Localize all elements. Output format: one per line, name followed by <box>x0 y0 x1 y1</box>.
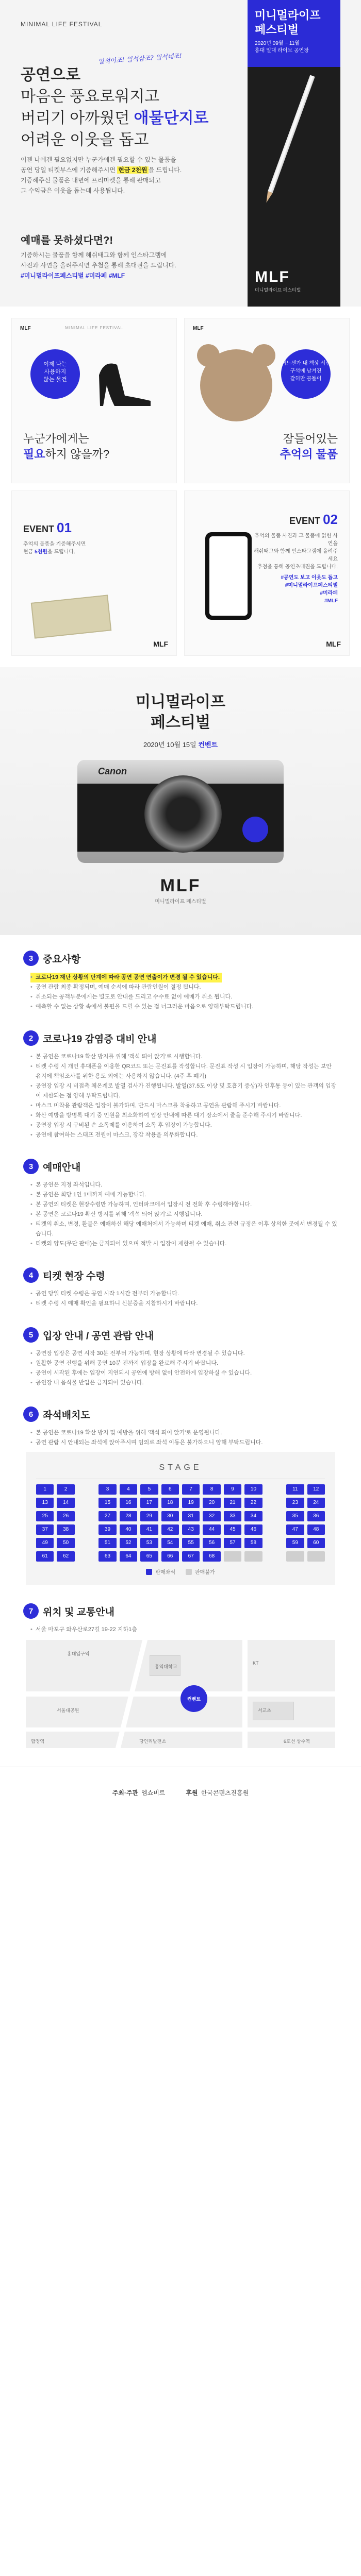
poster-image <box>248 0 340 307</box>
section-number: 3 <box>23 1159 39 1174</box>
list-item: • 공연 당일 티켓 수령은 공연 시작 1시간 전부터 가능합니다. <box>30 1289 338 1299</box>
circle-text-line: 구석에 남겨진 <box>290 368 322 374</box>
map-label: 6호선 상수역 <box>284 1739 310 1744</box>
event-number: 02 <box>323 512 338 527</box>
seat: 22 <box>244 1498 262 1508</box>
section-location <box>23 1603 338 1748</box>
map-label: 합정역 <box>31 1739 45 1744</box>
seat-aisle <box>78 1538 95 1548</box>
phone-illustration <box>205 532 252 620</box>
event-hashtag: #미라페 <box>320 590 338 596</box>
legend-label: 판매불가 <box>195 1570 215 1575</box>
list-item: • 본 공연은 회당 1인 1매까지 예매 가능합니다. <box>30 1190 338 1200</box>
event-hashtag: #공연도 보고 이웃도 돕고 <box>281 575 338 581</box>
list-item: • 공연 관람 시 안내되는 좌석에 앉아주시며 임의로 좌석 이동은 불가하오니 양해 부탁드립니다. <box>30 1438 338 1448</box>
section-list <box>23 1349 338 1388</box>
seat: 17 <box>140 1498 158 1508</box>
mlf-logo-sub: 미니멀라이프 페스티벌 <box>155 899 206 905</box>
seat: 50 <box>57 1538 74 1548</box>
footer <box>0 1767 361 1818</box>
seat: 67 <box>182 1551 200 1562</box>
sub-heading: 예매를 못하셨다면?! <box>21 235 113 246</box>
event-text-line: 을 드립니다. <box>47 549 75 555</box>
list-item: • 예측할 수 없는 상황 속에서 불편을 드릴 수 있는 점 너그러운 마음으로 양해부탁드립니다. <box>30 1002 338 1012</box>
circle-text-line: 어느샌가 내 책상 서랍 <box>281 361 331 366</box>
camera-lens <box>144 775 222 853</box>
map-road <box>242 1640 248 1748</box>
list-item: • 화산 예방을 방명록 대기 중 인원을 최소화하여 입장 안내에 따른 대기 장소에서 줄을 준수해 주시기 바랍니다. <box>30 1111 338 1121</box>
headline-line2: 마음은 풍요로워지고 <box>21 88 160 105</box>
question-emphasis: 추억의 물품 <box>280 448 338 461</box>
section-list <box>23 1180 338 1249</box>
hero-body <box>21 155 186 196</box>
high-heel-illustration <box>94 354 156 411</box>
poster-title-line2: 페스티벌 <box>255 23 299 36</box>
seat-aisle <box>266 1498 283 1508</box>
seat-grid <box>36 1484 325 1562</box>
seat-unavailable <box>224 1551 241 1562</box>
list-item: • 취소되는 공객부분에게는 별도로 안내를 드리고 수수료 없이 예매가 취소 됩니다. <box>30 992 338 1002</box>
seat: 44 <box>203 1524 220 1535</box>
card-grid <box>0 307 361 667</box>
event-hashtag: #미니멀라이프페스티벌 <box>285 583 338 588</box>
headline-line3b: 애물단지로 <box>134 110 209 127</box>
section-number: 2 <box>23 1030 39 1046</box>
camera-illustration <box>77 760 284 863</box>
banknote-illustration <box>31 595 111 638</box>
seat: 54 <box>161 1538 179 1548</box>
seat-aisle <box>266 1524 283 1535</box>
seat: 38 <box>57 1524 74 1535</box>
seat: 40 <box>120 1524 137 1535</box>
map-label: KT <box>253 1660 259 1666</box>
body-line: 이젠 나에겐 필요없지만 누군가에겐 필요할 수 있는 물품을 <box>21 156 176 163</box>
event-text-line: 해쉬태그와 함께 인스타그램에 올려주세요 <box>254 549 338 562</box>
list-item: • 본 공연은 코로나19 확산 방지 및 예방을 위해 '객석 띄어 앉기'로 운영됩니다. <box>30 1428 338 1438</box>
card-event-1 <box>11 490 177 656</box>
event-heading <box>23 520 72 536</box>
seat: 29 <box>140 1511 158 1521</box>
camera-section <box>0 667 361 935</box>
poster-date: 2020년 09월 ~ 11월 <box>255 41 300 46</box>
event-heading <box>289 512 338 528</box>
event-text-line: 추억의 물품 사진과 그 물품에 얽힌 사연을 <box>254 533 338 547</box>
event-number: 01 <box>57 520 72 535</box>
seat: 7 <box>182 1484 200 1495</box>
legend-available <box>146 1568 175 1575</box>
seat: 46 <box>244 1524 262 1535</box>
seat: 27 <box>99 1511 116 1521</box>
list-item: • 서울 마포구 와우산로27길 19-22 지하1층 <box>30 1625 338 1635</box>
pencil-illustration <box>268 75 315 193</box>
card-question <box>280 431 338 462</box>
circle-text-line: 않는 물건 <box>43 377 67 383</box>
highlight-text: 현금 2천원 <box>118 166 147 174</box>
legend-swatch <box>146 1569 152 1575</box>
seat: 59 <box>286 1538 304 1548</box>
seat: 13 <box>36 1498 54 1508</box>
hero-section <box>0 0 361 307</box>
circle-text-line: 이제 나는 <box>43 361 67 367</box>
section-entry <box>23 1327 338 1388</box>
seat: 3 <box>99 1484 116 1495</box>
seat: 60 <box>307 1538 325 1548</box>
map-label: 서교초 <box>258 1708 272 1713</box>
seat: 23 <box>286 1498 304 1508</box>
seat-map <box>26 1452 335 1585</box>
seat: 66 <box>161 1551 179 1562</box>
event-text <box>250 532 338 605</box>
section-number: 7 <box>23 1603 39 1619</box>
seat: 43 <box>182 1524 200 1535</box>
seat: 47 <box>286 1524 304 1535</box>
seat: 30 <box>161 1511 179 1521</box>
corner-logo: MLF <box>326 640 341 648</box>
body-line: 공연 당일 티켓부스에 기증해주시면 <box>21 166 118 174</box>
poster-title-block <box>248 0 340 67</box>
seat-aisle <box>266 1551 283 1562</box>
hashtags: #미니멀라이프페스티벌 #미라페 #MLF <box>21 272 125 279</box>
body-line: 그 수익금은 이웃을 돕는데 사용됩니다. <box>21 187 125 194</box>
seat: 4 <box>120 1484 137 1495</box>
section-title: 중요사항 <box>43 954 81 965</box>
seat-aisle <box>266 1484 283 1495</box>
map-road <box>26 1727 335 1732</box>
seat: 1 <box>36 1484 54 1495</box>
question-line: 누군가에게는 <box>23 432 89 445</box>
seat: 62 <box>57 1551 74 1562</box>
list-item: • 공연이 시작된 후에는 입장이 지연되시 공연에 방해 없이 안전하게 입장하실 수 있습니다. <box>30 1368 338 1378</box>
headline-line1: 공연으로 <box>21 66 80 83</box>
list-item: • 공연 관람 최종 확정되며, 예매 순서에 따라 관람인원이 결정 됩니다. <box>30 982 338 992</box>
seat: 12 <box>307 1484 325 1495</box>
seat: 21 <box>224 1498 241 1508</box>
map-label: 홍대입구역 <box>67 1651 90 1656</box>
poster-logo-sub: 미니멀라이프 페스티벌 <box>255 287 301 293</box>
camera-title-line: 페스티벌 <box>151 714 210 731</box>
card-needed <box>11 318 177 483</box>
seat: 55 <box>182 1538 200 1548</box>
corner-logo: MLF <box>153 640 168 648</box>
event-emphasis: 5천원 <box>35 549 47 555</box>
seat: 19 <box>182 1498 200 1508</box>
seat: 51 <box>99 1538 116 1548</box>
event-date <box>0 739 361 749</box>
seat-unavailable <box>286 1551 304 1562</box>
hero-headline <box>21 64 208 151</box>
seat: 61 <box>36 1551 54 1562</box>
mini-logo: MLF <box>193 326 204 331</box>
circle-text <box>281 360 331 383</box>
section-title: 입장 안내 / 공연 관람 안내 <box>43 1330 154 1342</box>
seat: 65 <box>140 1551 158 1562</box>
seat: 42 <box>161 1524 179 1535</box>
sub-body-line: 기증하시는 물품을 함께 해쉬태그와 함께 인스타그램에 <box>21 251 167 259</box>
legend-unavailable <box>186 1568 215 1575</box>
date-text: 2020년 10월 15일 <box>143 741 199 749</box>
section-seating <box>23 1406 338 1585</box>
section-title: 코로나19 감염증 대비 안내 <box>43 1033 157 1045</box>
section-booking <box>23 1159 338 1249</box>
seat: 34 <box>244 1511 262 1521</box>
map-label: 서울대공원 <box>57 1708 79 1713</box>
section-number: 6 <box>23 1406 39 1422</box>
seat: 9 <box>224 1484 241 1495</box>
seat: 53 <box>140 1538 158 1548</box>
seat-aisle <box>78 1524 95 1535</box>
seat: 63 <box>99 1551 116 1562</box>
seat: 28 <box>120 1511 137 1521</box>
section-number: 5 <box>23 1327 39 1343</box>
list-item: • 티켓 수령 시 예매 확인을 필요하니 신분증을 지참하시기 바랍니다. <box>30 1299 338 1309</box>
seat: 49 <box>36 1538 54 1548</box>
seat: 37 <box>36 1524 54 1535</box>
list-item: • 공연장 입장 시 비접촉 체온계로 발열 검사가 진행됩니다. 발열(37.5도 이상 및 호흡기 증상)자 인후통 등이 있는 관객의 입장이 제한되는 점 양해 부탁드립니다. <box>30 1081 338 1101</box>
camera-title <box>0 692 361 733</box>
list-item: • 마스크 미착용 관람객은 입장이 불가하며, 반드시 마스크를 착용하고 공연을 관람해 주시기 바랍니다. <box>30 1101 338 1111</box>
event-text-line: 현금 <box>23 549 35 555</box>
section-covid <box>23 1030 338 1140</box>
map-label: 홍익대학교 <box>155 1664 177 1669</box>
list-item: • 코로나19 재난 상황의 단계에 따라 공연 공연 연출이가 변경 될 수 있습니다. <box>30 973 222 982</box>
seat: 10 <box>244 1484 262 1495</box>
section-ticket-pickup <box>23 1267 338 1309</box>
seat-aisle <box>78 1484 95 1495</box>
seat-unavailable <box>307 1551 325 1562</box>
legend-swatch <box>186 1569 192 1575</box>
seat: 2 <box>57 1484 74 1495</box>
event-text-line: 추첨을 통해 공연초대권을 드립니다. <box>257 564 338 570</box>
circle-text-line: 사용하지 <box>44 369 67 375</box>
question-emphasis: 필요 <box>23 448 45 461</box>
info-section <box>0 935 361 1748</box>
section-list <box>23 972 338 1012</box>
seat: 35 <box>286 1511 304 1521</box>
seat: 48 <box>307 1524 325 1535</box>
seat: 31 <box>182 1511 200 1521</box>
list-item: • 티켓의 취소, 변경, 환불은 예매하신 해당 예매처에서 가능하며 티켓 예매, 취소 관련 규정은 이후 상의한 곳에서 변경될 수 있습니다. <box>30 1219 338 1239</box>
list-item: • 원활한 공연 진행을 위해 공연 10분 전까지 입장을 완료해 주시기 바랍니다. <box>30 1359 338 1368</box>
list-item: • 공연에 참여하는 스태프 전원이 마스크, 장갑 착용을 의무화합니다. <box>30 1130 338 1140</box>
event-text-line: 추억의 물품을 기증해주시면 <box>23 541 86 547</box>
seat: 45 <box>224 1524 241 1535</box>
seat: 8 <box>203 1484 220 1495</box>
mini-logo: MLF <box>20 326 31 331</box>
poster-title-line1: 미니멀라이프 <box>255 9 321 22</box>
list-item: • 본 공연은 코로나19 확산 방지를 위해 '객석 띄어 앉기'로 시행합니다. <box>30 1052 338 1062</box>
footer-host <box>112 1788 166 1797</box>
venue-text: 컨벤트 <box>198 741 218 749</box>
venue-pin: 컨벤트 <box>180 1685 207 1712</box>
seat: 15 <box>99 1498 116 1508</box>
footer-sponsor <box>186 1788 249 1797</box>
card-event-2 <box>184 490 350 656</box>
legend-label: 판매좌석 <box>155 1570 175 1575</box>
mini-label: MINIMAL LIFE FESTIVAL <box>65 326 123 330</box>
footer-label: 주최·주관 <box>112 1789 139 1797</box>
event-label: EVENT <box>289 516 321 526</box>
seat: 56 <box>203 1538 220 1548</box>
seat: 41 <box>140 1524 158 1535</box>
footer-label: 후원 <box>186 1789 198 1797</box>
list-item: • 공연장 입장 시 구비된 손 소독제를 이용하여 소독 후 입장이 가능합니다. <box>30 1121 338 1130</box>
seat: 36 <box>307 1511 325 1521</box>
camera-title-line: 미니멀라이프 <box>136 693 225 710</box>
seat: 25 <box>36 1511 54 1521</box>
footer-value: 엠쇼비트 <box>141 1789 166 1797</box>
question-line: 하지 않을까? <box>45 448 110 461</box>
seat: 26 <box>57 1511 74 1521</box>
teddy-bear-illustration <box>200 349 272 421</box>
list-item: • 본 공연은 코로나19 확산 방지를 위해 '객석 띄어 앉기'로 시행됩니다. <box>30 1210 338 1219</box>
section-list <box>23 1052 338 1140</box>
seat: 6 <box>161 1484 179 1495</box>
festival-label: MINIMAL LIFE FESTIVAL <box>21 21 103 28</box>
map-label: 당인리발전소 <box>139 1739 167 1744</box>
list-item: • 본 공연의 티켓은 현장수령만 가능하며, 인터파크에서 입장시 전 전화 후 수령해야합니다. <box>30 1200 338 1210</box>
headline-line4: 어려운 이웃을 돕고 <box>21 131 149 148</box>
list-item: • 본 공연은 지정 좌석입니다. <box>30 1180 338 1190</box>
section-title: 예매안내 <box>43 1162 81 1173</box>
seat: 64 <box>120 1551 137 1562</box>
question-line: 잠들어있는 <box>283 432 338 445</box>
seat-aisle <box>78 1551 95 1562</box>
accent-dot <box>242 817 268 842</box>
phone-screen <box>209 536 248 616</box>
seat: 57 <box>224 1538 241 1548</box>
seat-legend <box>36 1568 325 1575</box>
seat-aisle <box>78 1498 95 1508</box>
headline-line3a: 버리기 아까웠던 <box>21 110 134 127</box>
section-list <box>23 1428 338 1448</box>
seat-unavailable <box>244 1551 262 1562</box>
seat-aisle <box>266 1538 283 1548</box>
footer-value: 한국콘텐츠진흥원 <box>201 1789 249 1797</box>
body-line: 기증해주신 물품은 내년에 프리마켓을 통해 판매되고 <box>21 177 161 184</box>
seat: 5 <box>140 1484 158 1495</box>
list-item: • 티켓의 양도(무단 판매)는 금지되어 있으며 적발 시 입장이 제한될 수 있습니다. <box>30 1239 338 1249</box>
seat: 20 <box>203 1498 220 1508</box>
section-number: 4 <box>23 1267 39 1283</box>
section-number: 3 <box>23 951 39 966</box>
seat: 16 <box>120 1498 137 1508</box>
event-text <box>23 540 86 556</box>
section-title: 좌석배치도 <box>43 1410 90 1421</box>
seat: 33 <box>224 1511 241 1521</box>
seat-aisle <box>266 1511 283 1521</box>
poster-venue: 홍대 일대 라이브 공연장 <box>255 48 309 54</box>
camera-brand: Canon <box>98 766 127 776</box>
card-question <box>23 431 109 462</box>
section-list <box>23 1625 338 1635</box>
poster-logo: MLF <box>255 268 290 285</box>
seat: 14 <box>57 1498 74 1508</box>
seat-aisle <box>78 1511 95 1521</box>
seat: 58 <box>244 1538 262 1548</box>
list-item: • 공연장 입장은 공연 시작 30분 전부터 가능하며, 현장 상황에 따라 변경될 수 있습니다. <box>30 1349 338 1359</box>
location-map <box>26 1640 335 1748</box>
poster-info <box>255 40 333 55</box>
seat: 18 <box>161 1498 179 1508</box>
seat: 11 <box>286 1484 304 1495</box>
seat: 39 <box>99 1524 116 1535</box>
mlf-logo: MLF <box>160 876 201 895</box>
card-memory <box>184 318 350 483</box>
event-hashtag: #MLF <box>324 598 338 604</box>
section-important <box>23 951 338 1012</box>
stage-label: STAGE <box>36 1460 325 1479</box>
section-title: 티켓 현장 수령 <box>43 1270 105 1282</box>
sub-body-line: 사진과 사연을 올려주시면 추첨을 통해 초대권을 드립니다. <box>21 262 176 269</box>
section-list <box>23 1289 338 1309</box>
seat: 32 <box>203 1511 220 1521</box>
seat: 68 <box>203 1551 220 1562</box>
seat: 24 <box>307 1498 325 1508</box>
sub-body <box>21 250 176 270</box>
event-label: EVENT <box>23 524 55 534</box>
seat: 52 <box>120 1538 137 1548</box>
list-item: • 티켓 수령 시 개인 휴대폰을 이용한 QR코드 또는 문진표를 작성합니다. 문진표 작성 시 입장이 가능하며, 해당 작성는 보안 유지에 책임조사를 위한 용도 외에는 사용하지 않습니다. (4주 후 폐기) <box>30 1062 338 1081</box>
scribble-note: 일석이조! 일석삼조? 일석네조! <box>97 52 183 65</box>
list-item: • 공연장 내 음식물 반입은 금지되어 있습니다. <box>30 1378 338 1388</box>
circle-text-line: 같혀만 곰돌이 <box>290 376 322 382</box>
circle-text <box>30 361 80 384</box>
body-line: 을 드립니다. <box>148 166 182 174</box>
section-title: 위치 및 교통안내 <box>43 1606 115 1618</box>
